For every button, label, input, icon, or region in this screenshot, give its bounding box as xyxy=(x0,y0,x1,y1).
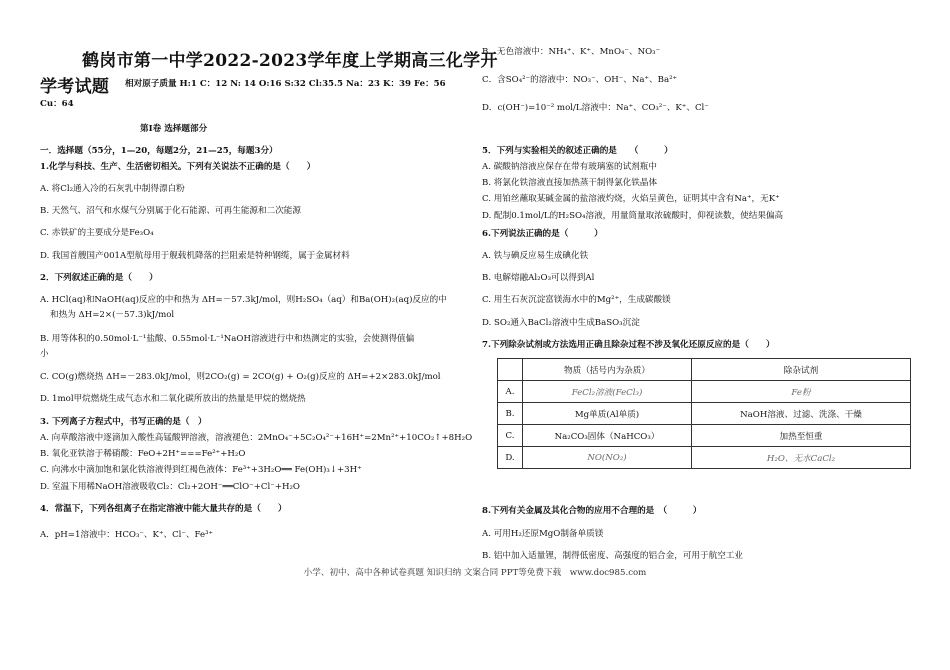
q2-option-d: D. 1mol甲烷燃烧生成气态水和二氧化碳所放出的热量是甲烷的燃烧热 xyxy=(40,394,306,404)
table-cell: B. xyxy=(498,403,523,425)
q3-option-b: B. 氧化亚铁溶于稀硝酸：FeO+2H⁺===Fe²⁺+H₂O xyxy=(40,449,246,459)
q1-option-a: A. 将Cl₂通入冷的石灰乳中制得漂白粉 xyxy=(40,184,185,194)
q2-option-b-cont: 小 xyxy=(40,349,49,359)
atomic-mass-line-2: Cu：64 xyxy=(40,99,74,109)
question-8: 8.下列有关金属及其化合物的应用不合理的是 （ ） xyxy=(482,506,702,516)
q1-option-c: C. 赤铁矿的主要成分是Fe₃O₄ xyxy=(40,228,154,238)
q5-option-b: B. 将氯化铁溶液直接加热蒸干制得氯化铁晶体 xyxy=(482,178,658,188)
table-cell: Mg单质(Al单质) xyxy=(523,403,692,425)
table-cell: D. xyxy=(498,447,523,469)
q6-option-a: A. 铁与碘反应易生成碘化铁 xyxy=(482,251,589,261)
q4-option-d: D．c(OH⁻)=10⁻² mol/L溶液中：Na⁺、CO₃²⁻、K⁺、Cl⁻ xyxy=(482,103,709,113)
table-cell: NO(NO₂) xyxy=(523,447,692,469)
section-intro: 一．选择题（55分，1—20，每题2分，21—25，每题3分） xyxy=(40,146,278,156)
q1-option-b: B. 天然气、沼气和水煤气分别属于化石能源、可再生能源和二次能源 xyxy=(40,206,301,216)
question-7: 7.下列除杂试剂或方法选用正确且除杂过程不涉及氧化还原反应的是（ ） xyxy=(482,340,775,350)
q3-option-c: C. 向沸水中滴加饱和氯化铁溶液得到红褐色液体：Fe³⁺+3H₂O══ Fe(OH)₃↓+3H⁺ xyxy=(40,465,362,475)
question-5: 5．下列与实验相关的叙述正确的是 （ ） xyxy=(482,146,673,156)
table-cell: FeCl₂溶液(FeCl₃) xyxy=(523,381,692,403)
table-header-cell: 物质（括号内为杂质） xyxy=(523,359,692,381)
table-cell: H₂O、无水CaCl₂ xyxy=(692,447,911,469)
q3-option-d: D. 室温下用稀NaOH溶液吸收Cl₂：Cl₂+2OH⁻══ClO⁻+Cl⁻+H₂O xyxy=(40,482,300,492)
q4-option-a: A．pH=1溶液中：HCO₃⁻、K⁺、Cl⁻、Fe³⁺ xyxy=(40,530,214,540)
q8-option-a: A. 可用H₂还原MgO制备单质镁 xyxy=(482,529,604,539)
q5-option-d: D. 配制0.1mol/L的H₂SO₄溶液，用量筒量取浓硫酸时，仰视读数，使结果偏高 xyxy=(482,211,784,221)
exam-title: 鹤岗市第一中学2022-2023学年度上学期高三化学开 xyxy=(82,51,498,71)
table-header-cell: 除杂试剂 xyxy=(692,359,911,381)
impurity-table xyxy=(497,358,911,469)
q3-option-a: A. 向草酸溶液中逐滴加入酸性高锰酸钾溶液，溶液褪色：2MnO₄⁻+5C₂O₄²⁻+16H⁺=2Mn²⁺+10CO₂↑+8H₂O xyxy=(40,433,473,443)
table-cell: Na₂CO₃固体（NaHCO₃） xyxy=(523,425,692,447)
q2-option-a-cont: 和热为 ΔH=2×(－57.3)kJ/mol xyxy=(50,310,175,320)
page-footer: 小学、初中、高中各种试卷真题 知识归纳 文案合同 PPT等免费下载 www.doc985.com xyxy=(303,568,647,578)
q8-option-b: B. 铝中加入适量锂，制得低密度、高强度的铝合金，可用于航空工业 xyxy=(482,551,743,561)
table-row xyxy=(498,425,911,447)
q6-option-d: D. SO₂通入BaCl₂溶液中生成BaSO₃沉淀 xyxy=(482,318,640,328)
table-cell: NaOH溶液、过滤、洗涤、干燥 xyxy=(692,403,911,425)
table-row xyxy=(498,403,911,425)
q1-option-d: D. 我国首艘国产001A型航母用于舰载机降落的拦阻索是特种钢缆，属于金属材料 xyxy=(40,251,350,261)
question-2: 2．下列叙述正确的是（ ） xyxy=(40,273,158,283)
q4-option-b: B．无色溶液中：NH₄⁺、K⁺、MnO₄⁻、NO₃⁻ xyxy=(482,47,661,57)
q6-option-c: C. 用生石灰沉淀富镁海水中的Mg²⁺，生成碳酸镁 xyxy=(482,295,671,305)
question-1: 1.化学与科技、生产、生活密切相关。下列有关说法不正确的是（ ） xyxy=(40,162,316,172)
table-row xyxy=(498,447,911,469)
q2-option-b: B. 用等体积的0.50mol·L⁻¹盐酸、0.55mol·L⁻¹NaOH溶液进行中和热测定的实验，会使测得值偏 xyxy=(40,334,415,344)
table-cell: Fe粉 xyxy=(692,381,911,403)
question-4: 4．常温下，下列各组离子在指定溶液中能大量共存的是（ ） xyxy=(40,504,287,514)
q5-option-c: C. 用铂丝蘸取某碱金属的盐溶液灼烧，火焰呈黄色，证明其中含有Na⁺，无K⁺ xyxy=(482,194,780,204)
atomic-mass-line: 相对原子质量 H:1 C：12 N: 14 O:16 S:32 Cl:35.5 Na：23 K：39 Fe：56 xyxy=(125,79,446,89)
table-row xyxy=(498,381,911,403)
q2-option-c: C. CO(g)燃烧热 ΔH=－283.0kJ/mol，则2CO₂(g) = 2CO(g) + O₂(g)反应的 ΔH=+2×283.0kJ/mol xyxy=(40,372,441,382)
q6-option-b: B. 电解熔融Al₂O₃可以得到Al xyxy=(482,273,595,283)
table-cell: A. xyxy=(498,381,523,403)
q2-option-a: A. HCl(aq)和NaOH(aq)反应的中和热为 ΔH=－57.3kJ/mol，则H₂SO₄（aq）和Ba(OH)₂(aq)反应的中 xyxy=(40,295,447,305)
q4-option-c: C．含SO₄²⁻的溶液中：NO₃⁻、OH⁻、Na⁺、Ba²⁺ xyxy=(482,75,678,85)
question-6: 6.下列说法正确的是（ ） xyxy=(482,229,603,239)
question-3: 3. 下列离子方程式中，书写正确的是（ ） xyxy=(40,417,207,427)
section-title: 第Ⅰ卷 选择题部分 xyxy=(140,124,208,134)
exam-title-continued: 学考试题 xyxy=(40,77,110,97)
table-cell: C. xyxy=(498,425,523,447)
table-cell: 加热至恒重 xyxy=(692,425,911,447)
table-header-row xyxy=(498,359,911,381)
table-header-cell xyxy=(498,359,523,381)
q5-option-a: A. 碳酸钠溶液应保存在带有玻璃塞的试剂瓶中 xyxy=(482,162,657,172)
